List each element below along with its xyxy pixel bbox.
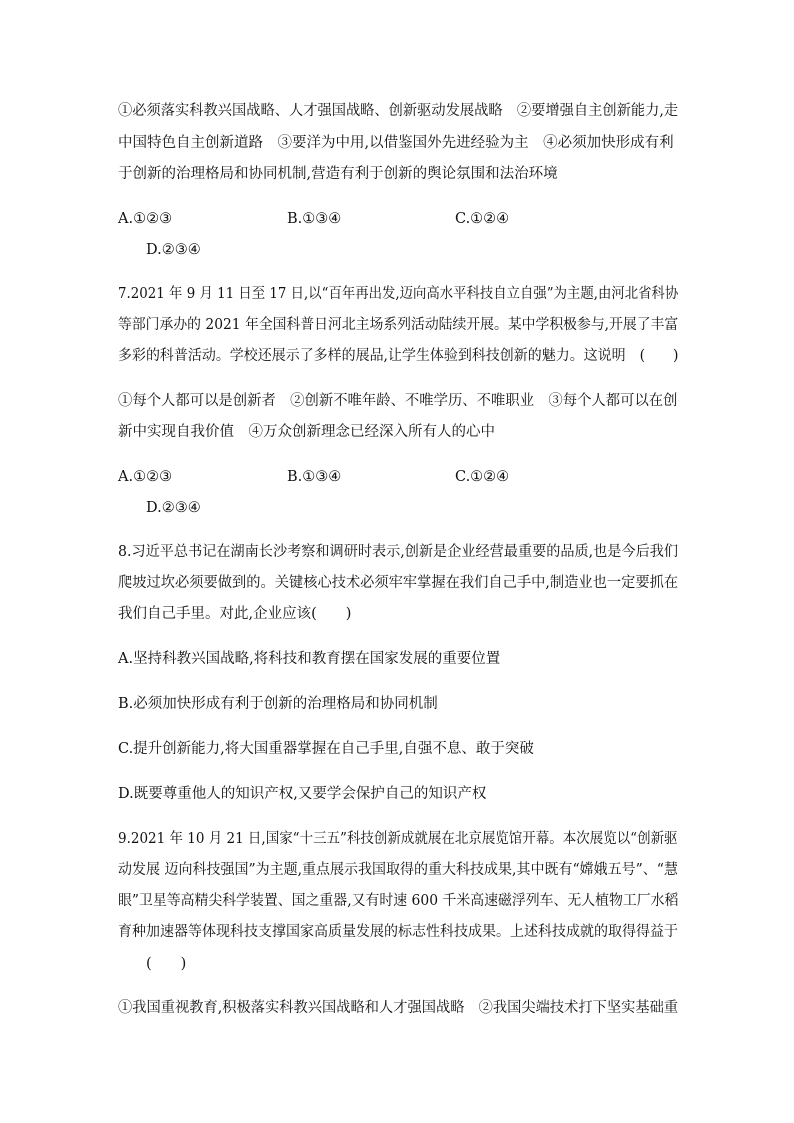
q7-option-a: A.①②③	[118, 469, 173, 485]
q6-option-d: D.②③④	[146, 242, 201, 258]
q7-stem-line: 多彩的科普活动。学校还展示了多样的展品,让学生体验到科技创新的魅力。这说明 ( )	[118, 348, 679, 364]
q6-statement-line: 中国特色自主创新道路 ③要洋为中用,以借鉴国外先进经验为主 ④必须加快形成有利	[118, 135, 674, 151]
q6-option-b: B.①③④	[287, 211, 342, 227]
q6-option-a: A.①②③	[118, 211, 173, 227]
q8-stem-line: 8.习近平总书记在湖南长沙考察和调研时表示,创新是企业经营最重要的品质,也是今后我们	[118, 544, 679, 560]
q8-stem-line: 我们自己手里。对此,企业应该( )	[118, 606, 352, 622]
q9-stem-line: 动发展 迈向科技强国”为主题,重点展示我国取得的重大科技成果,其中既有“嫦娥五号”、“慧	[118, 862, 678, 878]
q7-option-c: C.①②④	[455, 469, 510, 485]
q6-option-c: C.①②④	[455, 211, 510, 227]
q7-statement-line: ①每个人都可以是创新者 ②创新不唯年龄、不唯学历、不唯职业 ③每个人都可以在创	[118, 393, 678, 409]
q9-stem-line: 9.2021 年 10 月 21 日,国家“十三五”科技创新成就展在北京展览馆开幕。本次展览以“创新驱	[118, 831, 678, 847]
q7-statement-line: 新中实现自我价值 ④万众创新理念已经深入所有人的心中	[118, 424, 495, 440]
q8-stem-line: 爬坡过坎必须要做到的。关键核心技术必须牢牢掌握在我们自己手中,制造业也一定要抓在	[118, 575, 679, 591]
q9-stem-line: 育种加速器等体现科技支撑国家高质量发展的标志性科技成果。上述科技成就的取得得益于	[118, 924, 678, 940]
q8-option-c: C.提升创新能力,将大国重器掌握在自己手里,自强不息、敢于突破	[118, 741, 534, 757]
q7-option-b: B.①③④	[287, 469, 342, 485]
q7-option-d: D.②③④	[146, 500, 201, 516]
q9-statement-line: ①我国重视教育,积极落实科教兴国战略和人才强国战略 ②我国尖端技术打下坚实基础重	[118, 1000, 679, 1016]
q7-stem-line: 7.2021 年 9 月 11 日至 17 日,以“百年再出发,迈向高水平科技自立自强”为主题,由河北省科协	[118, 286, 679, 302]
q6-statement-line: 于创新的治理格局和协同机制,营造有利于创新的舆论氛围和法治环境	[118, 166, 558, 182]
q9-answer-bracket: ( )	[146, 956, 187, 972]
q8-option-b: B.必须加快形成有利于创新的治理格局和协同机制	[118, 696, 438, 712]
q9-stem-line: 眼”卫星等高精尖科学装置、国之重器,又有时速 600 千米高速磁浮列车、无人植物工厂水稻	[118, 893, 679, 909]
q7-stem-line: 等部门承办的 2021 年全国科普日河北主场系列活动陆续开展。某中学积极参与,开展了丰富	[118, 317, 679, 333]
q8-option-a: A.坚持科教兴国战略,将科技和教育摆在国家发展的重要位置	[118, 651, 501, 667]
q8-option-d: D.既要尊重他人的知识产权,又要学会保护自己的知识产权	[118, 786, 487, 802]
q6-statement-line: ①必须落实科教兴国战略、人才强国战略、创新驱动发展战略 ②要增强自主创新能力,走	[118, 103, 679, 119]
